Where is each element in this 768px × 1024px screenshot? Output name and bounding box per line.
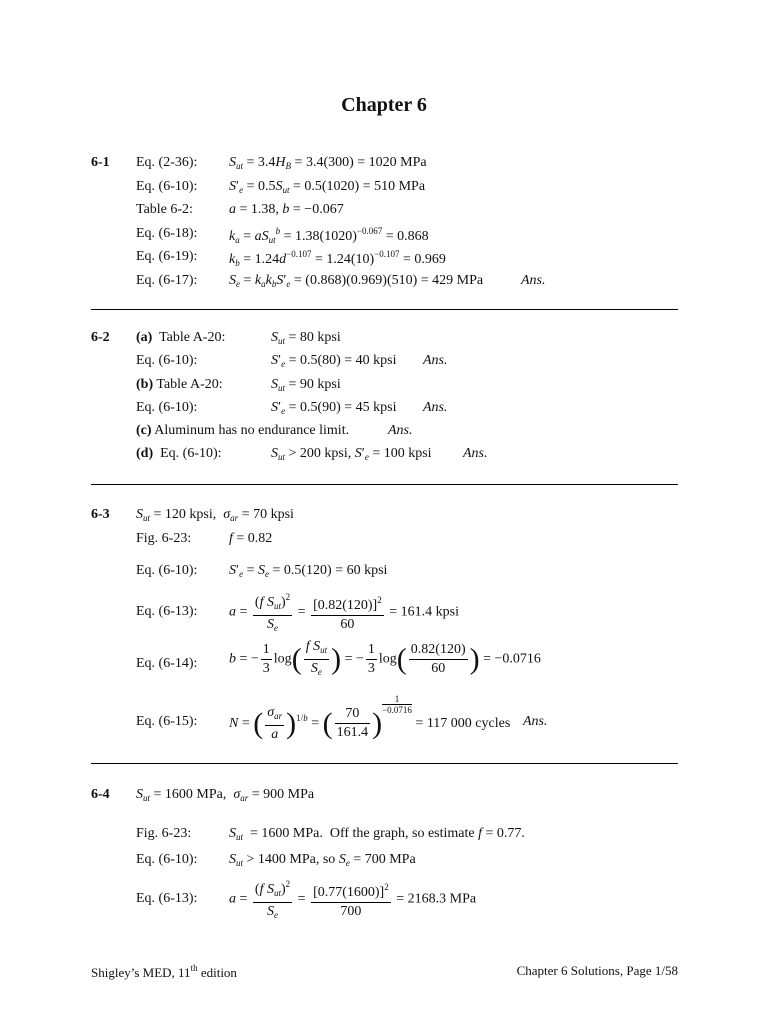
given-values: $S_{ut} = 120$ kpsi, $\sigma_{ar} = 70$ kpsi	[136, 507, 294, 523]
eq-label: Eq. (6-13):	[136, 891, 198, 906]
equation: f = 0.82	[229, 531, 273, 546]
eq-label: Eq. (6-18):	[136, 226, 198, 241]
eq-label	[136, 423, 349, 439]
fraction-denominator: 60	[340, 617, 355, 632]
answer-marker: Ans.	[388, 423, 413, 438]
eq-label: Eq. (6-17):	[136, 273, 198, 288]
eq-label: Eq. (6-13):	[136, 604, 198, 619]
equation-fraction: a = $\frac{(f S_{ut})^2}{S_e}$ = $\frac{[0.77(1600)]^2}{700}$ = 2168.3 MPa	[229, 875, 476, 924]
footer-left: Shigley’s MED, 11th edition	[91, 963, 237, 980]
fraction-denominator: 60	[431, 661, 446, 676]
equation-fraction: a = $\frac{(f S_{ut})^2}{S_e}$ = $\frac{[0.82(120)]^2}{60}$ = 161.4 kpsi	[229, 588, 459, 637]
given-values: $S_{ut} = 1600$ MPa, $\sigma_{ar} = 900$ MPa	[136, 787, 315, 803]
problem-number: 6-3	[91, 507, 110, 522]
eq-label-text: Table A-20:	[159, 330, 226, 345]
equation: $S_{ut} = 3.4H_B = 3.4(300) = 1020$ MPa	[229, 155, 427, 171]
result: = 161.4 kpsi	[389, 604, 459, 620]
eq-label-text: Aluminum has no endurance limit.	[154, 423, 350, 438]
eq-label: Table 6-2:	[136, 202, 193, 217]
result: = 2168.3 MPa	[396, 891, 477, 907]
eq-label-text: Eq. (6-10):	[160, 446, 222, 461]
part-label: (d)	[136, 446, 154, 461]
eq-label	[136, 330, 225, 346]
problem-number: 6-2	[91, 330, 110, 345]
eq-label-text: Table A-20:	[156, 377, 223, 392]
eq-label: Eq. (6-19):	[136, 249, 198, 264]
problem-number: 6-4	[91, 787, 110, 802]
part-label: (c)	[136, 423, 152, 438]
exponent: $\frac{1}{-0.0716}$	[382, 694, 412, 715]
divider	[91, 763, 678, 764]
part-label: (a)	[136, 330, 153, 345]
fraction-denominator: 161.4	[336, 725, 369, 741]
divider	[91, 309, 678, 310]
part-label: (b)	[136, 377, 154, 392]
equation-fraction: N = ( $\frac{\sigma_{ar}}{a}$ )$^{1/b}$ = ( $\frac{70}{161.4}$ ) $\frac{1}{-0.0716}$ = 117 000 cycles	[229, 694, 511, 742]
page-title: Chapter 6	[341, 94, 427, 116]
equation: $S_{ut} > 1400$ MPa, so $S_e = 700$ MPa	[229, 852, 416, 868]
answer-marker: Ans.	[523, 714, 548, 729]
eq-label: Eq. (6-15):	[136, 714, 198, 729]
footer-right: Chapter 6 Solutions, Page 1/58	[516, 963, 678, 978]
fraction-numerator: 0.82(120)	[409, 641, 468, 660]
answer-marker: Ans.	[423, 400, 448, 415]
fraction-numerator: 70	[335, 705, 371, 724]
equation: $S'_e = S_e = 0.5(120) = 60$ kpsi	[229, 563, 388, 579]
eq-label: Fig. 6-23:	[136, 531, 192, 546]
equation: $k_a = aS_{ut}^b = 1.38(1020)^{-0.067} = 0.868$	[229, 226, 429, 245]
equation-fraction: b = − $\frac{1}{3}$ log( $\frac{f S_{ut}}{S_e}$ ) = − $\frac{1}{3}$ log( $\frac{0.82(120)}{60}$ ) = −0.0716	[229, 639, 541, 677]
equation: $k_b = 1.24d^{-0.107} = 1.24(10)^{-0.107} = 0.969$	[229, 249, 446, 268]
result: = −0.0716	[483, 651, 541, 667]
result: = 117 000 cycles	[415, 716, 511, 731]
eq-label: Eq. (6-10):	[136, 179, 198, 194]
equation: a = 1.38, b = −0.067	[229, 202, 344, 217]
equation: $S'_e = 0.5S_{ut} = 0.5(1020) = 510$ MPa	[229, 179, 426, 195]
eq-label: Fig. 6-23:	[136, 826, 192, 841]
fraction-numerator: [0.82(120)]	[313, 598, 378, 613]
equation: $S'_e = 0.5(90) = 45$ kpsi	[271, 400, 397, 416]
fraction-denominator: 700	[340, 904, 362, 919]
fraction-numerator: [0.77(1600)]	[313, 885, 385, 900]
eq-label	[136, 377, 223, 393]
eq-label: Eq. (6-10):	[136, 852, 198, 867]
equation: $S_{ut} > 200$ kpsi, $S'_e = 100$ kpsi	[271, 446, 432, 462]
eq-label	[136, 446, 222, 462]
equation: $S_e = k_ak_bS'_e = (0.868)(0.969)(510) = 429$ MPa	[229, 273, 484, 289]
eq-label: Eq. (6-10):	[136, 353, 198, 368]
equation: $S'_e = 0.5(80) = 40$ kpsi	[271, 353, 397, 369]
divider	[91, 484, 678, 485]
equation: $S_{ut} = 90$ kpsi	[271, 377, 341, 393]
eq-label: Eq. (6-10):	[136, 400, 198, 415]
answer-marker: Ans.	[463, 446, 488, 461]
eq-label: Eq. (6-10):	[136, 563, 198, 578]
eq-label: Eq. (2-36):	[136, 155, 198, 170]
answer-marker: Ans.	[521, 273, 546, 288]
equation: $S_{ut} = 80$ kpsi	[271, 330, 341, 346]
eq-label: Eq. (6-14):	[136, 656, 198, 671]
equation: $S_{ut} = 1600$ MPa. Off the graph, so estimate f = 0.77.	[229, 826, 525, 842]
problem-number: 6-1	[91, 155, 110, 170]
answer-marker: Ans.	[423, 353, 448, 368]
